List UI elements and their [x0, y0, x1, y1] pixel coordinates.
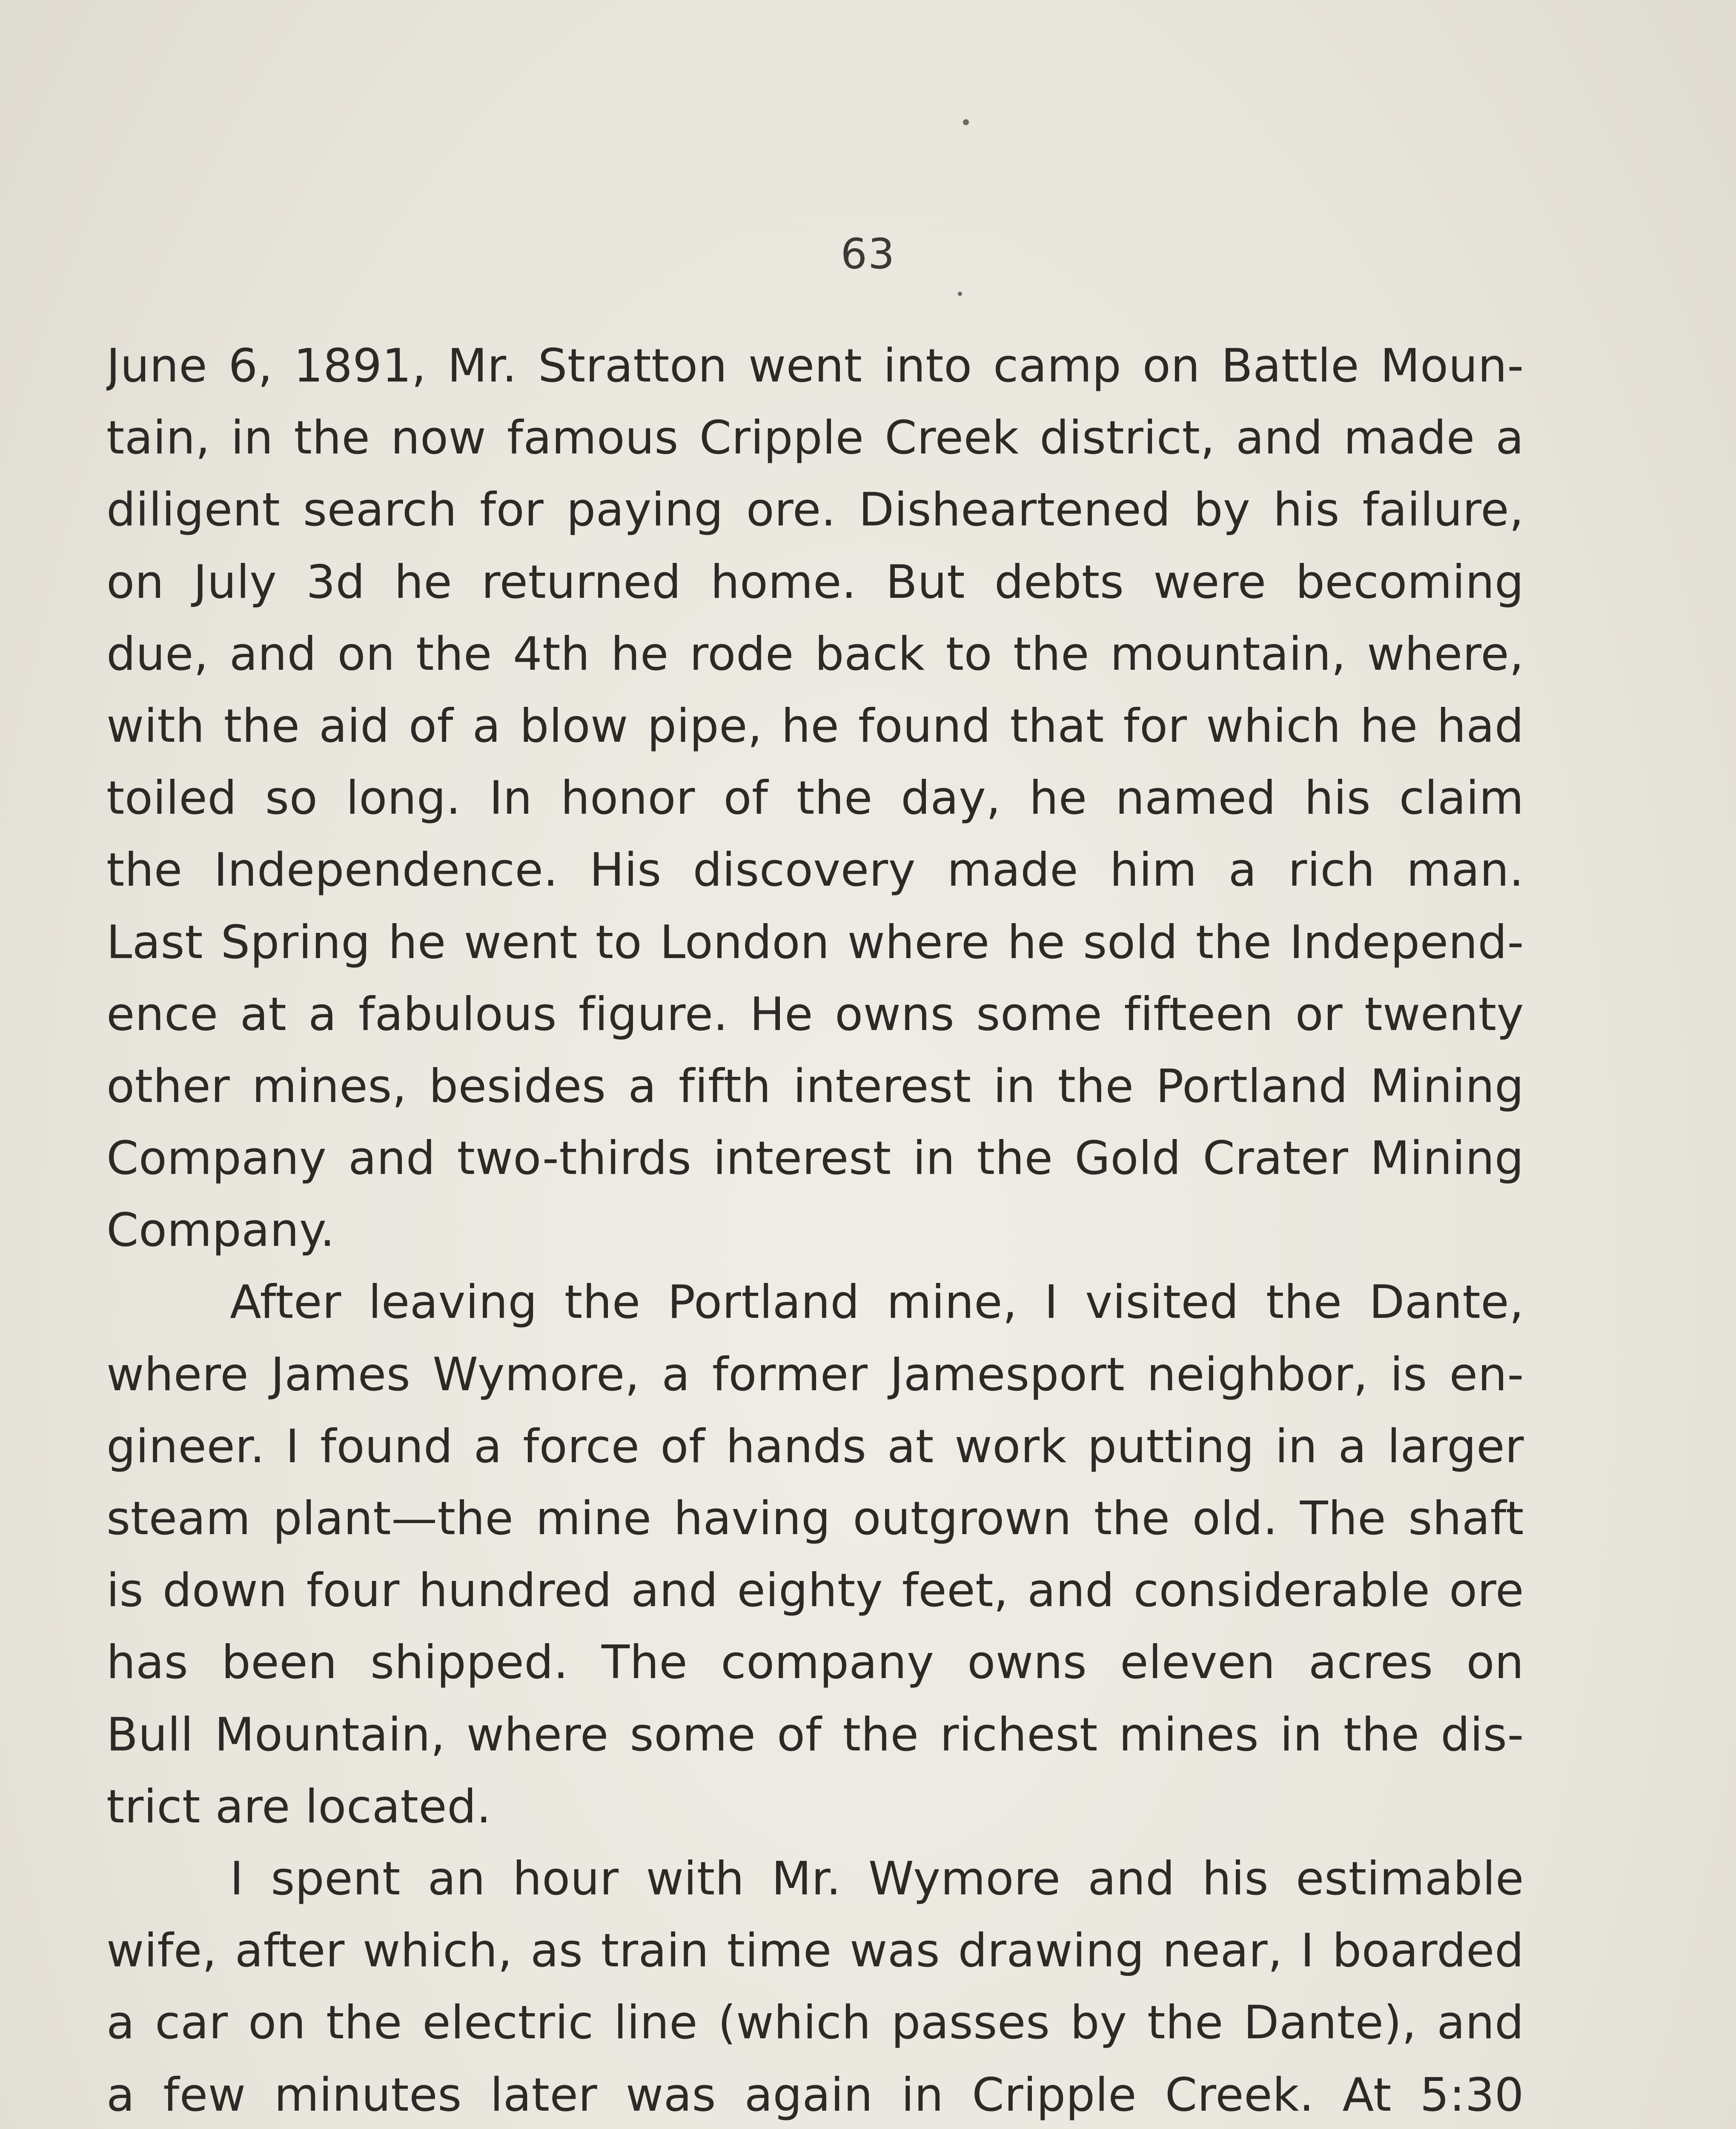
body-text: [106, 330, 1524, 2129]
text-line: where James Wymore, a former Jamesport neighbor, is en-: [106, 1348, 1524, 1401]
text-line: is down four hundred and eighty feet, and considerable ore: [106, 1564, 1524, 1618]
text-line: Bull Mountain, where some of the richest mines in the dis-: [106, 1708, 1524, 1762]
text-line: with the aid of a blow pipe, he found that for which he had: [106, 699, 1524, 753]
text-line: other mines, besides a fifth interest in the Portland Mining: [106, 1059, 1524, 1113]
text-line: tain, in the now famous Cripple Creek district, and made a: [106, 411, 1524, 465]
text-line: has been shipped. The company owns eleven acres on: [106, 1636, 1524, 1690]
text-line: a few minutes later was again in Cripple Creek. At 5:30: [106, 2068, 1524, 2122]
text-line: Company.: [106, 1204, 335, 1257]
text-line: Last Spring he went to London where he sold the Independ-: [106, 915, 1524, 969]
text-line: due, and on the 4th he rode back to the mountain, where,: [106, 627, 1524, 681]
text-line: ence at a fabulous figure. He owns some fifteen or twenty: [106, 987, 1524, 1041]
paper-speck: [963, 119, 969, 125]
text-line: After leaving the Portland mine, I visited the Dante,: [230, 1276, 1524, 1329]
text-line: diligent search for paying ore. Disheartened by his failure,: [106, 483, 1524, 537]
text-line: gineer. I found a force of hands at work putting in a larger: [106, 1420, 1524, 1473]
text-line: toiled so long. In honor of the day, he named his claim: [106, 772, 1524, 825]
text-line: a car on the electric line (which passes by the Dante), and: [106, 1996, 1524, 2050]
text-line: June 6, 1891, Mr. Stratton went into camp on Battle Moun-: [106, 339, 1524, 393]
text-line: I spent an hour with Mr. Wymore and his estimable: [230, 1852, 1524, 1905]
text-line: steam plant—the mine having outgrown the old. The shaft: [106, 1492, 1524, 1545]
text-line: the Independence. His discovery made him a rich man.: [106, 844, 1524, 897]
text-line: wife, after which, as train time was drawing near, I boarded: [106, 1924, 1524, 1978]
page-number: 63: [840, 230, 896, 278]
text-line: trict are located.: [106, 1780, 492, 1833]
text-line: on July 3d he returned home. But debts were becoming: [106, 555, 1524, 609]
text-line: Company and two-thirds interest in the Gold Crater Mining: [106, 1132, 1524, 1185]
paper-speck: [958, 292, 962, 296]
